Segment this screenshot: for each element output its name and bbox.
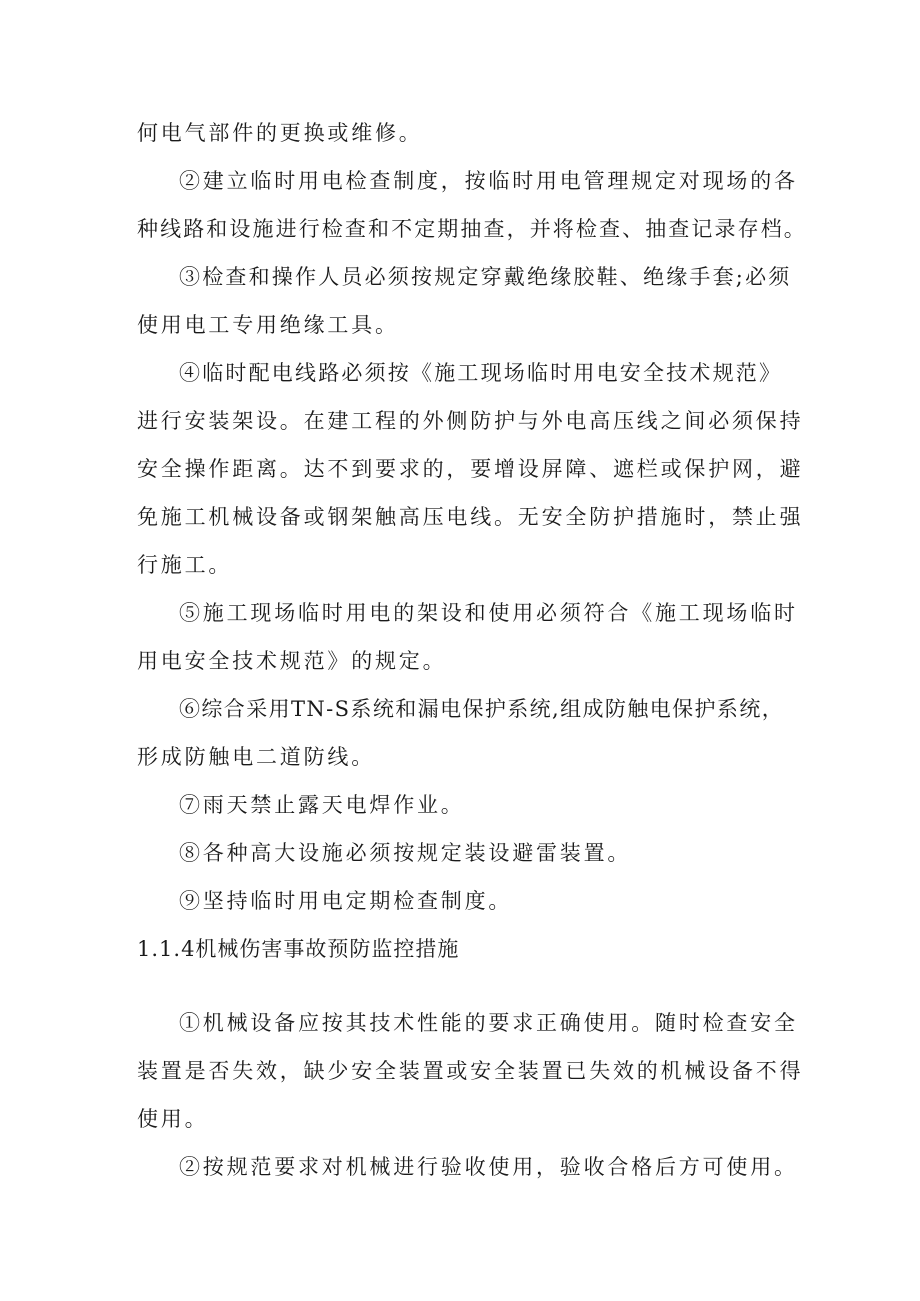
text-line: 使用。 (137, 1107, 209, 1131)
text-line: 使用电工专用绝缘工具。 (137, 313, 399, 337)
text-line: ⑦雨天禁止露天电焊作业。 (179, 793, 465, 817)
text-line: 免施工机械设备或钢架触高压电线。无安全防护措施时，禁止强 (137, 505, 804, 529)
text-line: ⑤施工现场临时用电的架设和使用必须符合《施工现场临时 (179, 601, 798, 625)
text-line: ③检查和操作人员必须按规定穿戴绝缘胶鞋、绝缘手套;必须 (179, 265, 792, 289)
text-line: 安全操作距离。达不到要求的，要增设屏障、遮栏或保护网，避 (137, 457, 804, 481)
text-line: ⑨坚持临时用电定期检查制度。 (179, 889, 513, 913)
text-line: ⑥综合采用TN-S系统和漏电保护系统,组成防触电保护系统， (179, 697, 785, 721)
section-heading: 1.1.4机械伤害事故预防监控措施 (137, 937, 460, 961)
text-line: 种线路和设施进行检查和不定期抽查，并将检查、抽查记录存档。 (137, 217, 807, 241)
text-line: ①机械设备应按其技术性能的要求正确使用。随时检查安全 (179, 1011, 798, 1035)
text-line: 进行安装架设。在建工程的外侧防护与外电高压线之间必须保持 (137, 409, 804, 433)
text-line: 何电气部件的更换或维修。 (137, 121, 423, 145)
text-line: ②按规范要求对机械进行验收使用，验收合格后方可使用。 (179, 1155, 798, 1179)
text-line: ⑧各种高大设施必须按规定装设避雷装置。 (179, 841, 632, 865)
text-line: 用电安全技术规范》的规定。 (137, 649, 447, 673)
text-line: ④临时配电线路必须按《施工现场临时用电安全技术规范》 (179, 361, 783, 385)
text-line: 行施工。 (137, 553, 233, 577)
text-line: 形成防触电二道防线。 (137, 745, 375, 769)
text-line: ②建立临时用电检查制度，按临时用电管理规定对现场的各 (179, 169, 798, 193)
text-line: 装置是否失效，缺少安全装置或安全装置已失效的机械设备不得 (137, 1059, 804, 1083)
document-body (137, 109, 807, 1191)
spacer (137, 973, 792, 999)
